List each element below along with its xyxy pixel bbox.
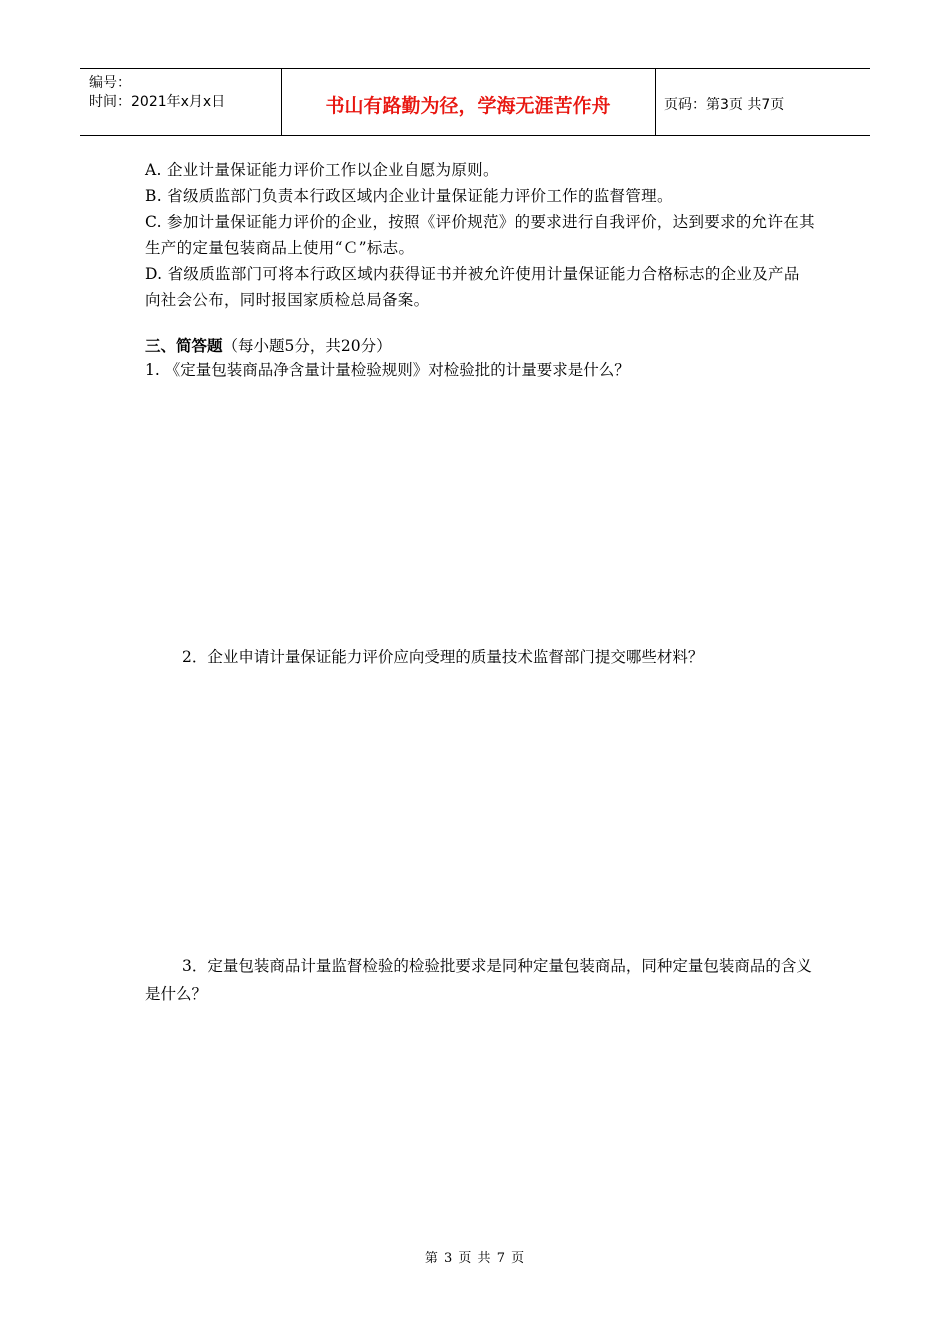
page-header [80, 68, 870, 136]
option-b: B. 省级质监部门负责本行政区域内企业计量保证能力评价工作的监督管理。 [145, 187, 673, 205]
header-info-cell [80, 69, 282, 135]
number-label: 编号： [89, 75, 131, 91]
option-d: D. 省级质监部门可将本行政区域内获得证书并被允许使用计量保证能力合格标志的企业及产品向社会公布，同时报国家质检总局备案。 [145, 265, 800, 309]
option-c: C. 参加计量保证能力评价的企业，按照《评价规范》的要求进行自我评价，达到要求的允许在其生产的定量包装商品上使用“Ｃ”标志。 [145, 213, 815, 257]
header-motto-cell [281, 69, 656, 135]
question-1: 1. 《定量包装商品净含量计量检验规则》对检验批的计量要求是什么？ [145, 361, 630, 379]
question-2 [145, 643, 815, 671]
page-number-label: 页码：第3页 共7页 [664, 97, 785, 113]
question-3 [145, 952, 815, 1008]
question-2-text: 2．企业申请计量保证能力评价应向受理的质量技术监督部门提交哪些材料？ [182, 648, 704, 666]
option-a: A. 企业计量保证能力评价工作以企业自愿为原则。 [145, 161, 499, 179]
motto: 书山有路勤为径，学海无涯苦作舟 [325, 95, 611, 117]
section-title: 三、简答题 [145, 337, 223, 355]
time-label: 时间：2021年x月x日 [89, 94, 226, 110]
question-3-text: 3．定量包装商品计量监督检验的检验批要求是同种定量包装商品，同种定量包装商品的含义是什么？ [145, 957, 812, 1003]
header-page-cell [655, 69, 870, 135]
page-footer: 第 3 页 共 7 页 [424, 1251, 526, 1266]
section-note: （每小题5分，共20分） [222, 337, 392, 355]
